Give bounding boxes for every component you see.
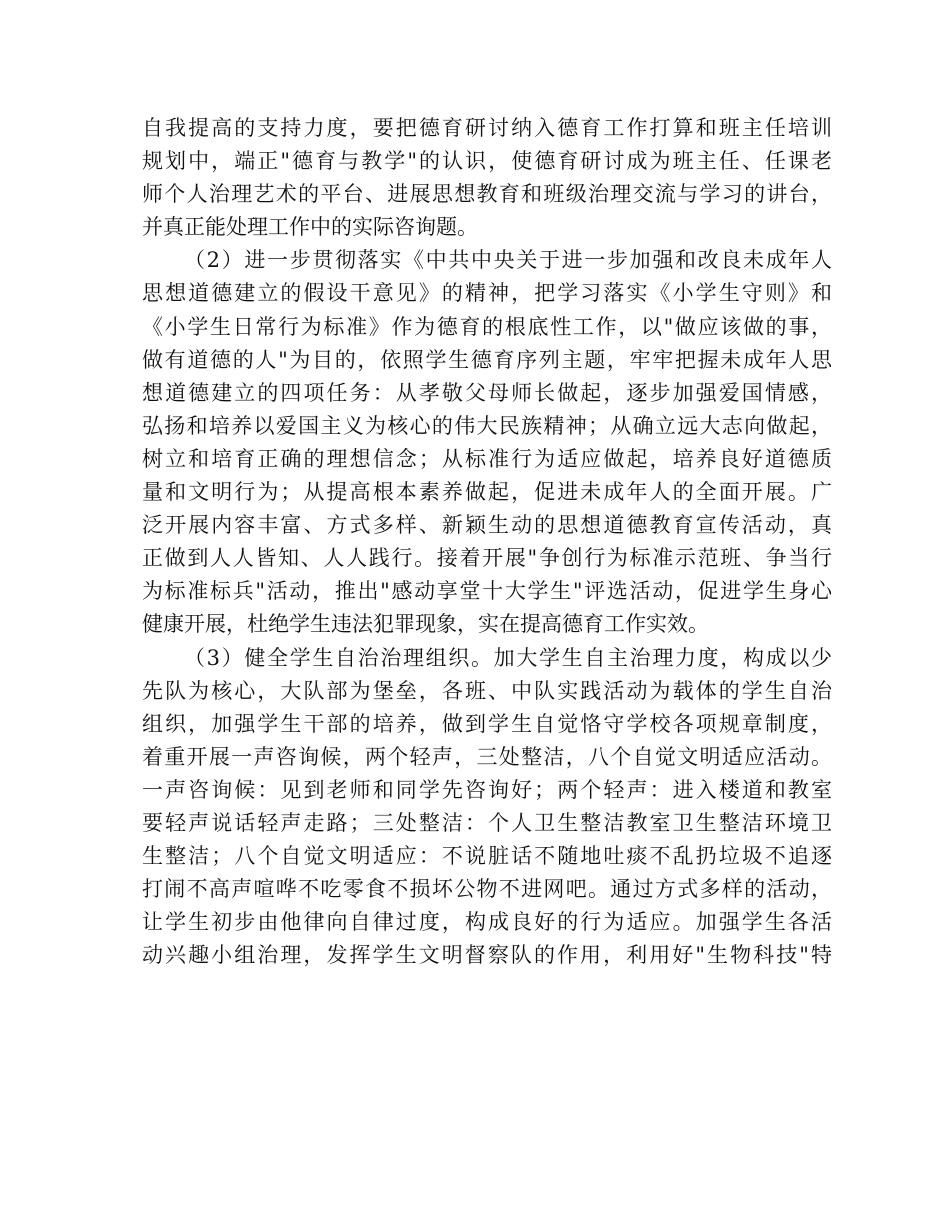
paragraph-2-line-12: 健康开展，杜绝学生违法犯罪现象，实在提高德育工作实效。 (142, 612, 709, 637)
paragraph-1-line-1: 自我提高的支持力度，要把德育研讨纳入德育工作打算和班主任培训 (142, 116, 832, 140)
paragraph-2-line-3: 《小学生日常行为标准》作为德育的根底性工作，以"做应该做的事， (142, 314, 832, 339)
paragraph-2-line-4: 做有道德的人"为目的，依照学生德育序列主题，牢牢把握未成年人思 (142, 347, 832, 372)
paragraph-2-line-1: （2）进一步贯彻落实《中共中央关于进一步加强和改良未成年人 (184, 248, 832, 273)
paragraph-2-line-5: 想道德建立的四项任务：从孝敬父母师长做起，逐步加强爱国情感， (142, 380, 832, 405)
paragraph-2-line-11: 为标准标兵"活动，推出"感动享堂十大学生"评选活动，促进学生身心 (142, 579, 832, 604)
paragraph-3-line-6: 要轻声说话轻声走路；三处整洁：个人卫生整洁教室卫生整洁环境卫 (142, 810, 832, 835)
paragraph-3-line-10: 动兴趣小组治理，发挥学生文明督察队的作用，利用好"生物科技"特 (142, 943, 832, 968)
paragraph-3-line-1: （3）健全学生自治治理组织。加大学生自主治理力度，构成以少 (184, 645, 832, 670)
paragraph-2-line-8: 量和文明行为；从提高根本素养做起，促进未成年人的全面开展。广 (142, 480, 832, 505)
paragraph-2-line-2: 思想道德建立的假设干意见》的精神，把学习落实《小学生守则》和 (142, 281, 832, 306)
paragraph-3-line-5: 一声咨询候：见到老师和同学先咨询好；两个轻声：进入楼道和教室 (142, 777, 832, 802)
paragraph-2-line-6: 弘扬和培养以爱国主义为核心的伟大民族精神；从确立远大志向做起， (142, 413, 832, 438)
paragraph-3-line-8: 打闹不高声喧哗不吃零食不损坏公物不进网吧。通过方式多样的活动， (142, 877, 832, 902)
paragraph-2-line-9: 泛开展内容丰富、方式多样、新颖生动的思想道德教育宣传活动，真 (142, 513, 832, 538)
paragraph-1-line-3: 师个人治理艺术的平台、进展思想教育和班级治理交流与学习的讲台， (142, 182, 832, 207)
paragraph-3-line-9: 让学生初步由他律向自律过度，构成良好的行为适应。加强学生各活 (142, 910, 832, 935)
paragraph-2-line-10: 正做到人人皆知、人人践行。接着开展"争创行为标准示范班、争当行 (142, 546, 832, 571)
paragraph-1-line-2: 规划中，端正"德育与教学"的认识，使德育研讨成为班主任、任课老 (142, 149, 832, 174)
paragraph-2-line-7: 树立和培育正确的理想信念；从标准行为适应做起，培养良好道德质 (142, 446, 832, 471)
paragraph-3-line-3: 组织，加强学生干部的培养，做到学生自觉恪守学校各项规章制度， (142, 711, 832, 736)
body-text (142, 112, 832, 972)
paragraph-1-line-4: 并真正能处理工作中的实际咨询题。 (142, 215, 478, 240)
paragraph-3-line-2: 先队为核心，大队部为堡垒，各班、中队实践活动为载体的学生自治 (142, 678, 832, 703)
paragraph-3-line-7: 生整洁；八个自觉文明适应：不说脏话不随地吐痰不乱扔垃圾不追逐 (142, 844, 832, 869)
paragraph-3-line-4: 着重开展一声咨询候，两个轻声，三处整洁，八个自觉文明适应活动。 (142, 744, 832, 769)
